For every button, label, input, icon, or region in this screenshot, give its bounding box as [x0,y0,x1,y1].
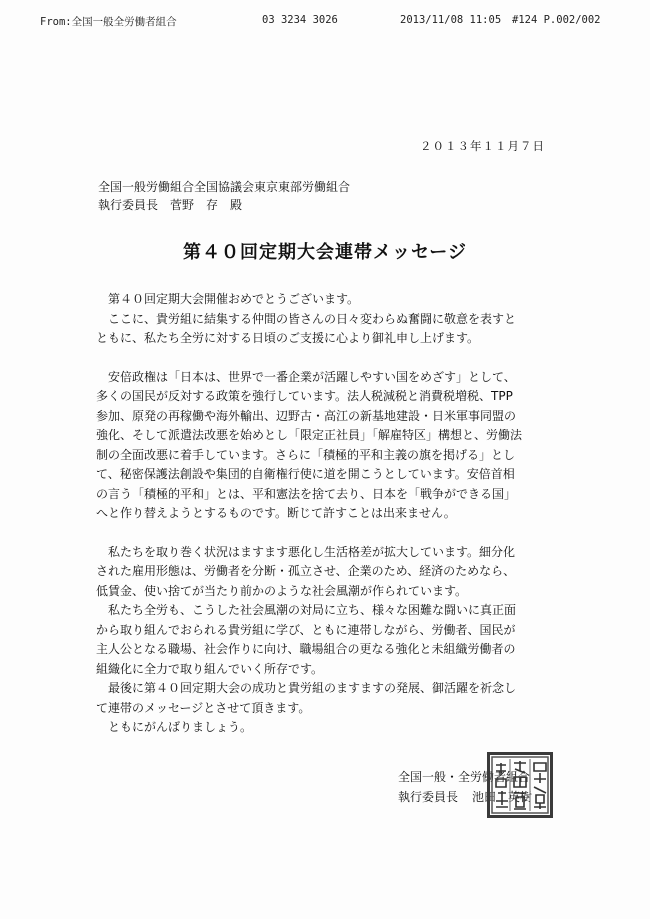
body-line: 低賃金、使い捨てが当たり前かのような社会風潮が作られています。 [96,583,468,598]
body-line: 最後に第４０回定期大会の成功と貴労組のますますの発展、御活躍を祈念し [108,681,517,695]
body-line: された雇用形態は、労働者を分断・孤立させ、企業のため、経済のためなら、 [96,564,516,578]
letter-title: 第４０回定期大会連帯メッセージ [183,242,467,263]
fax-header [0,14,650,30]
body-line: 多くの国民が反対する政策を強行しています。法人税減税と消費税増税、TPP [96,389,513,403]
signature-name: 池田 英樹 [472,790,533,804]
signature-organization: 全国一般・全労働者組合 [398,770,531,784]
addressee-block [98,178,350,214]
body-line: ともにがんばりましょう。 [108,720,253,734]
body-line: 参加、原発の再稼働や海外輸出、辺野古・高江の新基地建設・日米軍事同盟の [96,408,517,423]
seal-glyphs [490,755,550,815]
body-line: 強化、そして派遣法改悪を始めとし「限定正社員」「解雇特区」構想と、労働法 [96,428,523,442]
addressee-recipient: 執行委員長 菅野 存 殿 [98,198,243,212]
body-line: 安倍政権は「日本は、世界で一番企業が活躍しやすい国をめざす」として、 [108,369,516,384]
body-line: ともに、私たち全労に対する日頃のご支援に心より御礼申し上げます。 [96,331,480,345]
body-line: 私たちを取り巻く状況はますます悪化し生活格差が拡大しています。細分化 [108,544,516,559]
letter-body [96,290,558,738]
body-line: 主人公となる職場、社会作りに向け、職場組合の更なる強化と未組織労働者の [96,642,516,656]
fax-page-info: #124 P.002/002 [512,14,601,26]
body-line: 組織化に全力で取り組んでいく所存です。 [96,661,324,676]
letter-date: ２０１３年１１月７日 [420,139,545,153]
body-line: から取り組んでおられる貴労組に学び、ともに連帯しながら、労働者、国民が [96,622,516,637]
fax-datetime: 2013/11/08 11:05 [400,14,502,26]
body-line: て、秘密保護法創設や集団的自衛権行使に道を開こうとしています。安倍首相 [96,467,515,481]
body-line: ここに、貴労組に結集する仲間の皆さんの日々変わらぬ奮闘に敬意を表すと [108,311,517,326]
body-line: て連帯のメッセージとさせて頂きます。 [96,700,311,715]
body-line: 私たち全労も、こうした社会風潮の対局に立ち、様々な困難な闘いに真正面 [108,603,517,617]
paragraph-gap [96,349,558,368]
fax-from: From:全国一般全労働者組合 [40,16,177,28]
signature-title: 執行委員長 [398,790,459,804]
paragraph-gap [96,524,558,543]
organization-seal-stamp [487,752,553,818]
body-line: へと作り替えようとするものです。断じて許すことは出来ません。 [96,506,456,520]
body-line: の言う「積極的平和」とは、平和憲法を捨て去り、日本を「戦争ができる国」 [96,486,517,501]
body-line: 第４０回定期大会開催おめでとうございます。 [108,292,360,306]
fax-phone-number: 03 3234 3026 [262,14,338,26]
body-line: 制の全面改悪に着手しています。さらに「積極的平和主義の旗を掲げる」とし [96,447,516,462]
addressee-organization: 全国一般労働組合全国協議会東京東部労働組合 [98,180,351,194]
